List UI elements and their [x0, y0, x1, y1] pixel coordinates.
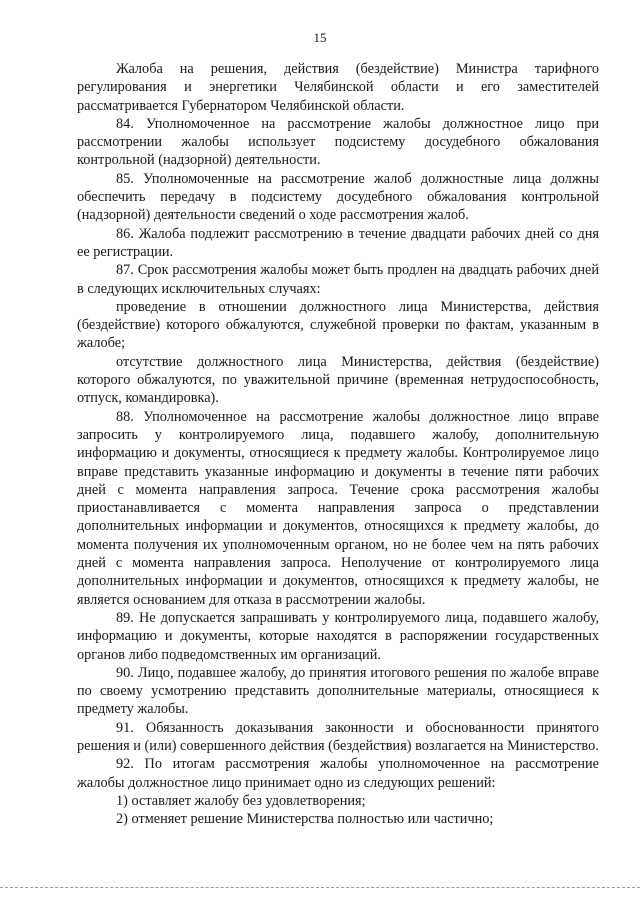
bottom-divider	[0, 887, 640, 888]
paragraph-complaint-minister: Жалоба на решения, действия (бездействие) Министра тарифного регулирования и энергетики Челябинской области и его заместителей рассматривается Губернатором Челябинской области.	[77, 61, 599, 114]
page-number: 15	[313, 30, 327, 45]
paragraph-87-case-inspection: проведение в отношении должностного лица Министерства, действия (бездействие) которого обжалуются, служебной проверки по фактам, указанным в жалобе;	[77, 298, 599, 352]
paragraph-86: 86. Жалоба подлежит рассмотрению в течение двадцати рабочих дней со дня ее регистрации.	[77, 225, 599, 260]
paragraph-92-item-2: 2) отменяет решение Министерства полностью или частично;	[116, 811, 494, 828]
paragraph-92-item-1: 1) оставляет жалобу без удовлетворения;	[116, 792, 366, 809]
paragraph-87-case-absence: отсутствие должностного лица Министерства, действия (бездействие) которого обжалуются, по уважительной причине (временная нетрудоспособность, отпуск, командировка).	[77, 353, 599, 407]
paragraph-84: 84. Уполномоченное на рассмотрение жалобы должностное лицо при рассмотрении жалобы использует подсистему досудебного обжалования контрольной (надзорной) деятельности.	[77, 115, 599, 169]
paragraph-87: 87. Срок рассмотрения жалобы может быть продлен на двадцать рабочих дней в следующих исключительных случаях:	[77, 262, 599, 297]
paragraph-92: 92. По итогам рассмотрения жалобы уполномоченное на рассмотрение жалобы должностное лицо принимает одно из следующих решений:	[77, 756, 599, 791]
document-body	[77, 60, 599, 828]
paragraph-85: 85. Уполномоченные на рассмотрение жалоб должностные лица должны обеспечить передачу в подсистему досудебного обжалования контрольной (надзорной) деятельности сведений о ходе рассмотрения жалоб.	[77, 170, 599, 224]
paragraph-91: 91. Обязанность доказывания законности и обоснованности принятого решения и (или) совершенного действия (бездействия) возлагается на Министерство.	[77, 719, 599, 754]
paragraph-89: 89. Не допускается запрашивать у контролируемого лица, подавшего жалобу, информацию и документы, которые находятся в распоряжении государственных органов либо подведомственных им организаций.	[77, 609, 599, 663]
paragraph-90: 90. Лицо, подавшее жалобу, до принятия итогового решения по жалобе вправе по своему усмотрению представить дополнительные материалы, относящиеся к предмету жалобы.	[77, 664, 599, 718]
paragraph-88: 88. Уполномоченное на рассмотрение жалобы должностное лицо вправе запросить у контролируемого лица, подавшего жалобу, дополнительную информацию и документы, относящиеся к предмету жалобы. Контролируемое лицо вправе представить указанные информацию и документы в течение пяти рабочих дней с момента направления запроса. Течение срока рассмотрения жалобы приостанавливается с момента направления запроса о представлении дополнительных информации и документов, относящихся к предмету жалобы, до момента получения их уполномоченным органом, но не более чем на пять рабочих дней с момента направления запроса. Неполучение от контролируемого лица дополнительных информации и документов, относящихся к предмету жалобы, не является основанием для отказа в рассмотрении жалобы.	[77, 408, 599, 608]
